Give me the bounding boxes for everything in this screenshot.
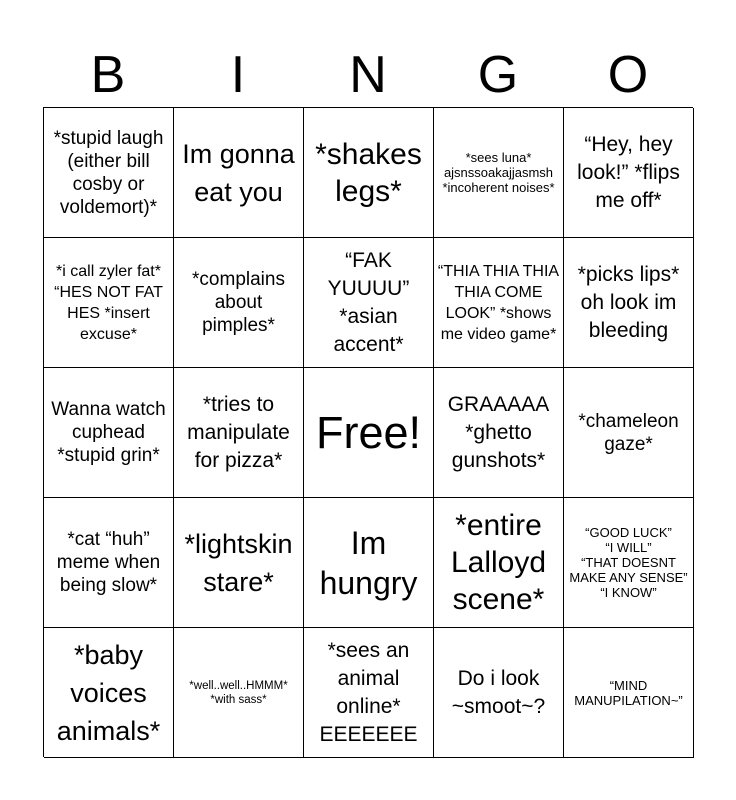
bingo-header: [43, 44, 693, 106]
bingo-cell-1-1[interactable]: [44, 108, 174, 238]
cell-text: *cat “huh” meme when being slow*: [56, 529, 161, 596]
cell-text: “Hey, hey look!” *flips me off*: [577, 132, 680, 212]
cell-text: *baby voices animals*: [56, 639, 161, 746]
bingo-cell-1-5[interactable]: [564, 108, 694, 238]
bingo-cell-5-4[interactable]: [434, 628, 564, 758]
cell-text: “GOOD LUCK” “I WILL” “THAT DOESNT MAKE ANY SENSE” “I KNOW”: [569, 525, 688, 600]
cell-text: Free!: [315, 406, 422, 458]
bingo-cell-1-2[interactable]: [174, 108, 304, 238]
bingo-cell-1-4[interactable]: [434, 108, 564, 238]
cell-text: *sees an animal online* EEEEEEE: [319, 638, 418, 746]
bingo-cell-3-5[interactable]: [564, 368, 694, 498]
header-letter-g: G: [477, 46, 519, 104]
cell-text: Im hungry: [319, 524, 418, 601]
cell-text: *sees luna* ajsnssoakajjasmsh *incoherent noises*: [442, 150, 555, 195]
cell-text: *well..well..HMMM* *with sass*: [189, 679, 288, 706]
cell-text: *lightskin stare*: [184, 528, 293, 597]
header-letter-i: I: [230, 46, 246, 104]
bingo-cell-3-2[interactable]: [174, 368, 304, 498]
bingo-board: [43, 107, 693, 757]
header-letter-o: O: [607, 46, 649, 104]
cell-text: Im gonna eat you: [182, 138, 295, 207]
bingo-cell-2-4[interactable]: [434, 238, 564, 368]
cell-text: Do i look ~smoot~?: [451, 666, 546, 718]
bingo-cell-4-5[interactable]: [564, 498, 694, 628]
cell-text: *tries to manipulate for pizza*: [187, 392, 290, 472]
bingo-cell-2-5[interactable]: [564, 238, 694, 368]
cell-text: “FAK YUUUU” *asian accent*: [327, 248, 410, 356]
cell-text: GRAAAAA *ghetto gunshots*: [447, 392, 550, 472]
bingo-cell-3-3[interactable]: [304, 368, 434, 498]
cell-text: “THIA THIA THIA THIA COME LOOK” *shows me video game*: [437, 262, 560, 343]
bingo-cell-2-1[interactable]: [44, 238, 174, 368]
cell-text: *i call zyler fat* “HES NOT FAT HES *insert excuse*: [54, 262, 163, 343]
bingo-cell-3-4[interactable]: [434, 368, 564, 498]
bingo-cell-1-3[interactable]: [304, 108, 434, 238]
bingo-cell-5-2[interactable]: [174, 628, 304, 758]
bingo-cell-5-5[interactable]: [564, 628, 694, 758]
cell-text: *shakes legs*: [315, 137, 422, 208]
cell-text: *picks lips* oh look im bleeding: [577, 262, 680, 342]
header-letter-n: N: [349, 46, 387, 104]
cell-text: *stupid laugh (either bill cosby or voldemort)*: [53, 127, 164, 218]
cell-text: *chameleon gaze*: [578, 410, 679, 455]
bingo-cell-4-3[interactable]: [304, 498, 434, 628]
bingo-cell-4-1[interactable]: [44, 498, 174, 628]
bingo-cell-5-1[interactable]: [44, 628, 174, 758]
bingo-cell-4-2[interactable]: [174, 498, 304, 628]
cell-text: *complains about pimples*: [192, 269, 285, 336]
bingo-cell-2-3[interactable]: [304, 238, 434, 368]
header-letter-b: B: [90, 46, 126, 104]
bingo-cell-5-3[interactable]: [304, 628, 434, 758]
bingo-cell-3-1[interactable]: [44, 368, 174, 498]
bingo-cell-2-2[interactable]: [174, 238, 304, 368]
cell-text: *entire Lalloyd scene*: [450, 509, 547, 616]
cell-text: Wanna watch cuphead *stupid grin*: [51, 399, 166, 466]
bingo-cell-4-4[interactable]: [434, 498, 564, 628]
cell-text: “MIND MANUPILATION~”: [574, 677, 683, 708]
